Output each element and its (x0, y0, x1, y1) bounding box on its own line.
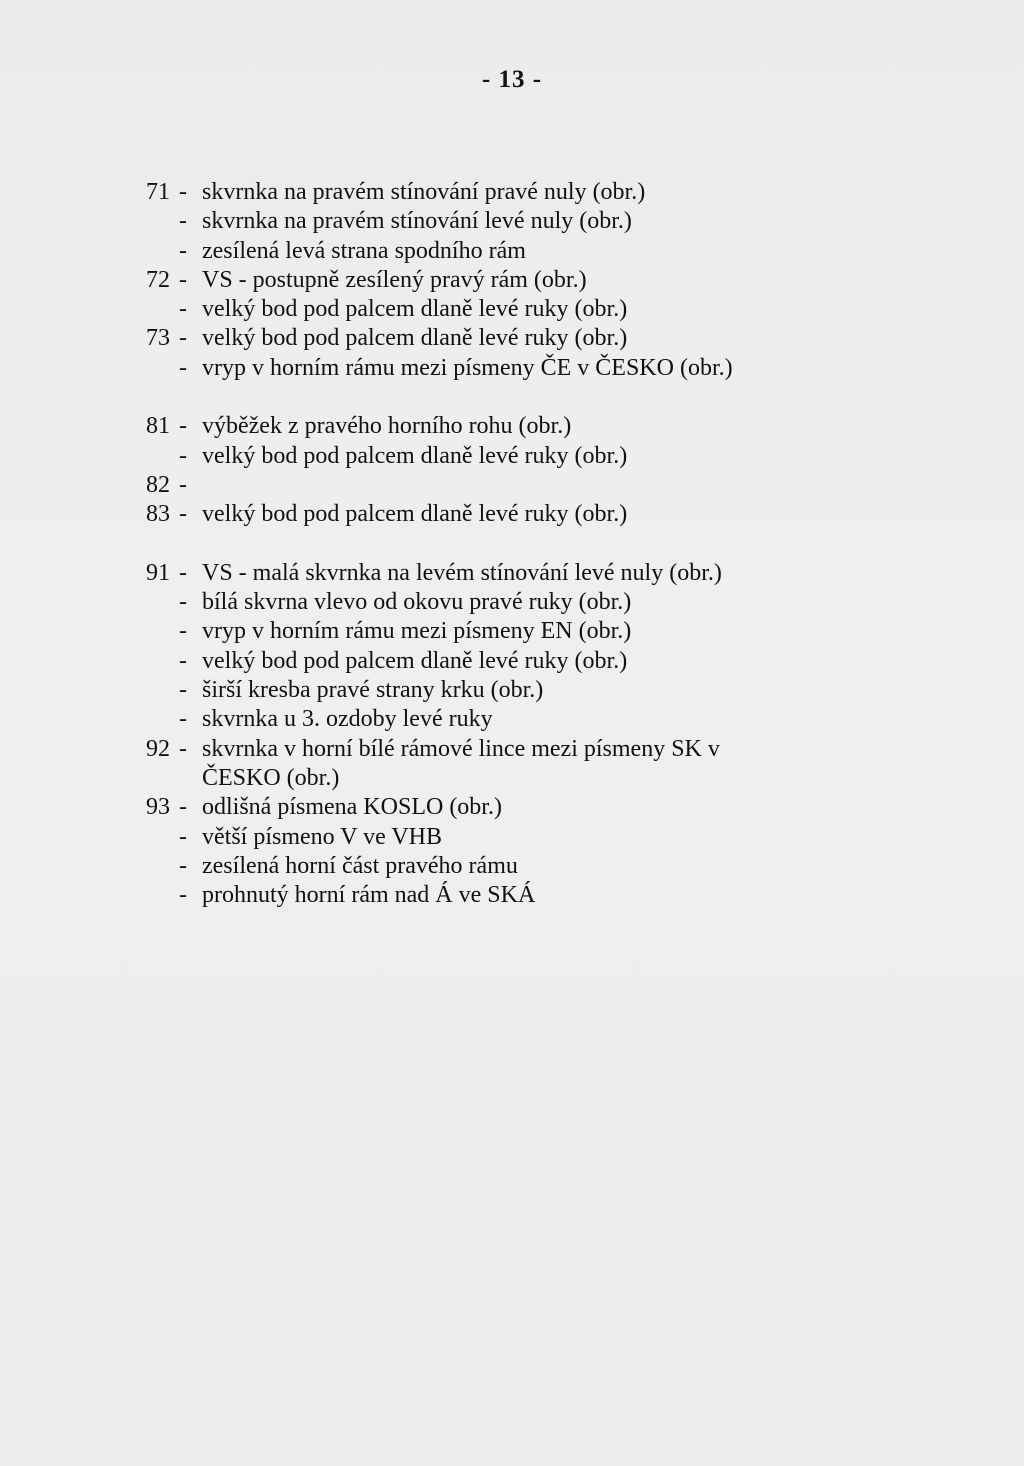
item-dash: - (179, 882, 187, 909)
list-item (0, 881, 1024, 910)
item-text: prohnutý horní rám nad Á ve SKÁ (202, 882, 536, 909)
item-dash: - (179, 354, 187, 381)
item-text: zesílená levá strana spodního rám (202, 237, 526, 264)
list-item (0, 647, 1024, 676)
list-item (0, 559, 1024, 588)
item-dash: - (179, 618, 187, 645)
list-item (0, 295, 1024, 324)
list-item (0, 793, 1024, 822)
list-item (0, 412, 1024, 441)
item-dash: - (179, 237, 187, 264)
item-dash: - (179, 413, 187, 440)
list-item (0, 735, 1024, 764)
item-dash: - (179, 647, 187, 674)
item-dash: - (179, 179, 187, 205)
item-number: 93 (146, 794, 170, 821)
item-dash: - (179, 852, 187, 879)
item-text: velký bod pod palcem dlaně levé ruky (obr.) (202, 325, 628, 352)
item-number: 92 (146, 735, 170, 762)
item-text: VS - postupně zesílený pravý rám (obr.) (202, 266, 587, 293)
item-text: skvrnka v horní bílé rámové lince mezi písmeny SK v (202, 735, 720, 762)
item-text: skvrnka na pravém stínování pravé nuly (obr.) (202, 179, 646, 205)
item-text: výběžek z pravého horního rohu (obr.) (202, 413, 572, 440)
list-item (0, 354, 1024, 383)
item-text: vryp v horním rámu mezi písmeny ČE v ČESKO (obr.) (202, 354, 733, 381)
item-number: 71 (146, 179, 170, 205)
section-gap (0, 383, 1024, 412)
list-item (0, 852, 1024, 881)
list-item (0, 617, 1024, 646)
list-item (0, 207, 1024, 236)
section-gap (0, 530, 1024, 559)
item-number: 91 (146, 559, 170, 586)
list-item (0, 442, 1024, 471)
item-text: velký bod pod palcem dlaně levé ruky (obr.) (202, 296, 628, 323)
item-dash: - (179, 794, 187, 821)
item-text: širší kresba pravé strany krku (obr.) (202, 677, 544, 704)
item-dash: - (179, 442, 187, 469)
list-item (0, 588, 1024, 617)
item-text: větší písmeno V ve VHB (202, 823, 443, 850)
item-dash: - (179, 471, 187, 498)
item-number: 83 (146, 501, 170, 528)
item-dash: - (179, 325, 187, 352)
item-dash: - (179, 296, 187, 323)
item-dash: - (179, 823, 187, 850)
defect-list (0, 178, 1024, 910)
item-text: odlišná písmena KOSLO (obr.) (202, 794, 502, 821)
list-item (0, 324, 1024, 353)
item-text: velký bod pod palcem dlaně levé ruky (obr.) (202, 647, 628, 674)
list-item (0, 676, 1024, 705)
item-dash: - (179, 208, 187, 235)
item-number: 82 (146, 471, 170, 498)
item-dash: - (179, 589, 187, 616)
item-text: skvrnka na pravém stínování levé nuly (obr.) (202, 208, 632, 235)
item-dash: - (179, 706, 187, 733)
item-text: skvrnka u 3. ozdoby levé ruky (202, 706, 493, 733)
item-text: velký bod pod palcem dlaně levé ruky (obr.) (202, 501, 628, 528)
item-number: 81 (146, 413, 170, 440)
list-item (0, 471, 1024, 500)
item-dash: - (179, 735, 187, 762)
list-item (0, 500, 1024, 529)
item-text: VS - malá skvrnka na levém stínování levé nuly (obr.) (202, 559, 722, 586)
item-text: vryp v horním rámu mezi písmeny EN (obr.) (202, 618, 632, 645)
list-item (0, 237, 1024, 266)
item-text: bílá skvrna vlevo od okovu pravé ruky (obr.) (202, 589, 632, 616)
item-text: velký bod pod palcem dlaně levé ruky (obr.) (202, 442, 628, 469)
page-number: - 13 - (481, 66, 543, 93)
item-dash: - (179, 501, 187, 528)
list-item (0, 266, 1024, 295)
item-dash: - (179, 677, 187, 704)
item-text: zesílená horní část pravého rámu (202, 852, 518, 879)
item-text: ČESKO (obr.) (202, 764, 340, 791)
list-item (0, 705, 1024, 734)
list-item (0, 764, 1024, 793)
item-dash: - (179, 266, 187, 293)
list-item (0, 823, 1024, 852)
list-item (0, 178, 1024, 207)
item-dash: - (179, 559, 187, 586)
item-number: 73 (146, 325, 170, 352)
item-number: 72 (146, 266, 170, 293)
